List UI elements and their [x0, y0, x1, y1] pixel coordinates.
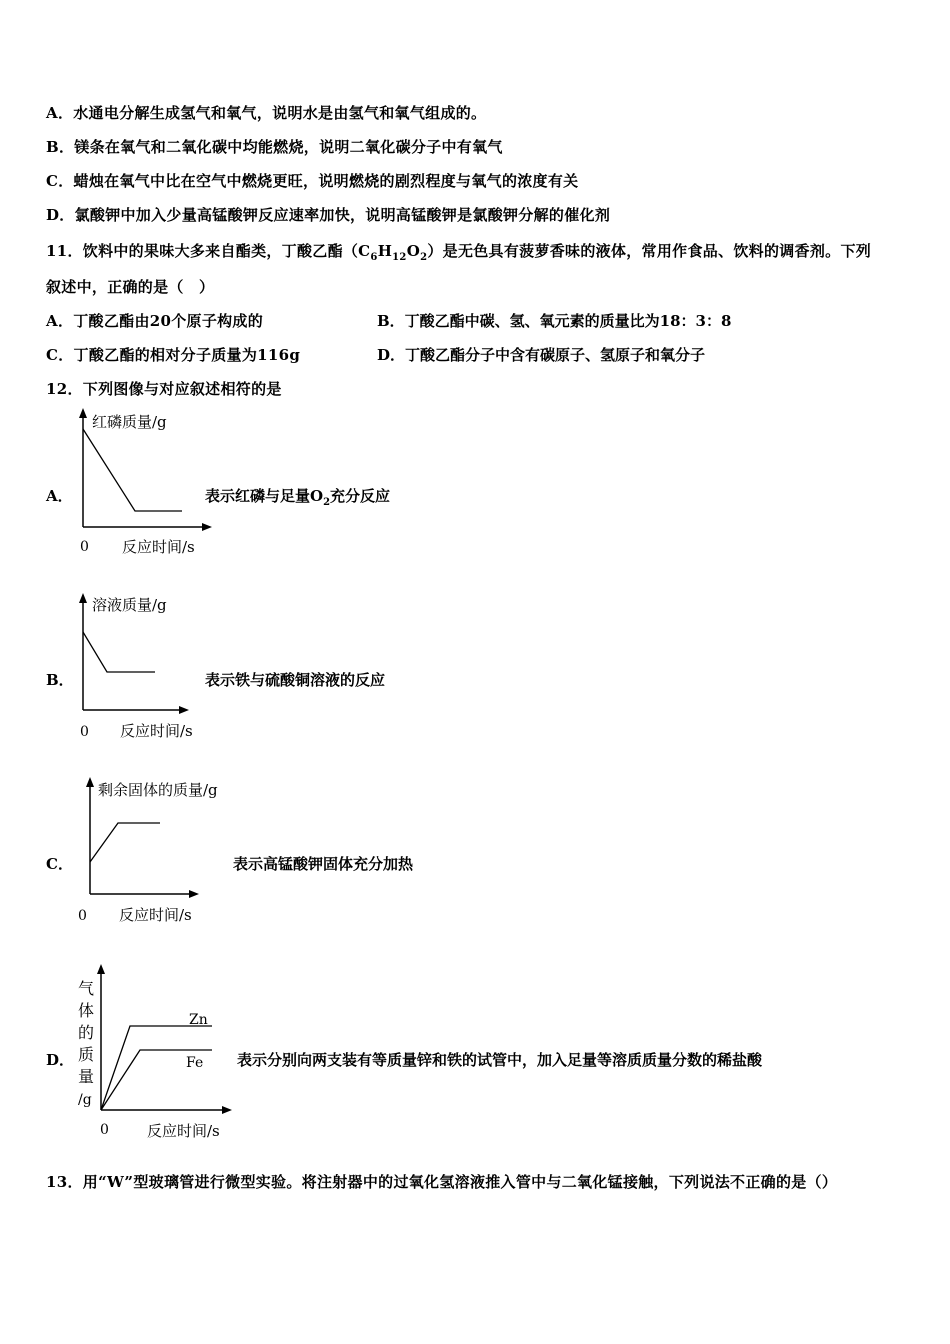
graph-b: [70, 590, 220, 745]
option-letter: D．: [46, 206, 75, 224]
q11-option-d: D．丁酸乙酯分子中含有碳原子、氢原子和氧分子: [377, 346, 706, 364]
desc-text: 充分反应: [330, 487, 391, 505]
y-label-char: /g: [78, 1092, 92, 1108]
y-axis-label: 溶液质量/g: [92, 596, 167, 614]
subscript: 2: [323, 497, 331, 508]
graph-b-letter: B．: [46, 671, 74, 689]
zn-label: Zn: [189, 1012, 208, 1028]
graph-c: [70, 774, 250, 929]
option-text: 氯酸钾中加入少量高锰酸钾反应速率加快，说明高锰酸钾是氯酸钾分解的催化剂: [74, 206, 611, 224]
y-label-char: 体: [78, 1001, 95, 1020]
origin-label: 0: [80, 724, 89, 740]
y-axis-arrow: [79, 593, 87, 603]
curve: [83, 632, 155, 672]
q12-stem: 12．下列图像与对应叙述相符的是: [46, 380, 282, 398]
q11-stem-line2: 叙述中，正确的是（ ）: [46, 278, 215, 296]
y-label-char: 气: [78, 979, 95, 998]
x-axis-arrow: [202, 523, 212, 531]
graph-d: [72, 960, 237, 1145]
y-axis-arrow: [86, 777, 94, 787]
graph-b-description: 表示铁与硫酸铜溶液的反应: [205, 671, 386, 689]
subscript: 12: [392, 252, 407, 263]
x-axis-label: 反应时间/s: [119, 906, 192, 924]
option-letter: A．: [46, 104, 74, 122]
x-axis-arrow: [222, 1106, 232, 1114]
graph-c-letter: C．: [46, 855, 73, 873]
curve: [83, 429, 182, 511]
graph-a-letter: A．: [46, 487, 73, 505]
subscript: 2: [420, 252, 428, 263]
option-letter: C．: [46, 172, 74, 190]
graph-c-description: 表示高锰酸钾固体充分加热: [233, 855, 414, 873]
q11-option-c: C．丁酸乙酯的相对分子质量为116g: [46, 346, 301, 364]
y-axis-arrow: [79, 408, 87, 418]
q11-option-a: A．丁酸乙酯由20个原子构成的: [46, 312, 264, 330]
y-axis-arrow: [97, 964, 105, 974]
q10-option-a: [46, 102, 486, 123]
y-label-char: 量: [78, 1067, 95, 1086]
x-axis-label: 反应时间/s: [122, 538, 195, 556]
subscript: 6: [370, 252, 378, 263]
q11-text: H: [377, 242, 393, 260]
q11-text: ）是无色具有菠萝香味的液体，常用作食品、饮料的调香剂。下列: [427, 242, 872, 260]
q11-stem-line1: [46, 240, 871, 263]
y-label-char: 质: [78, 1045, 95, 1064]
y-axis-label: 红磷质量/g: [92, 413, 167, 431]
origin-label: 0: [100, 1122, 109, 1138]
q10-option-b: [46, 136, 503, 157]
q11-text: 11．饮料中的果味大多来自酯类，丁酸乙酯（C: [46, 242, 371, 260]
y-label-char: 的: [78, 1023, 95, 1042]
x-axis-label: 反应时间/s: [147, 1122, 220, 1140]
q10-option-c: [46, 170, 578, 191]
origin-label: 0: [78, 908, 87, 924]
curve: [90, 823, 160, 862]
graph-d-description: 表示分别向两支装有等质量锌和铁的试管中，加入足量等溶质质量分数的稀盐酸: [237, 1051, 763, 1069]
desc-text: 表示红磷与足量O: [205, 487, 324, 505]
option-letter: B．: [46, 138, 75, 156]
q10-option-d: [46, 204, 610, 225]
y-axis-label: 剩余固体的质量/g: [98, 781, 218, 799]
q11-text: O: [406, 242, 421, 260]
option-text: 镁条在氧气和二氧化碳中均能燃烧，说明二氧化碳分子中有氧气: [74, 138, 503, 156]
fe-label: Fe: [186, 1055, 204, 1071]
q11-option-b: B．丁酸乙酯中碳、氢、氧元素的质量比为18：3：8: [377, 312, 732, 330]
graph-d-letter: D．: [46, 1051, 75, 1069]
graph-a-description: [205, 485, 390, 508]
q13-stem: 13．用“W”型玻璃管进行微型实验。将注射器中的过氧化氢溶液推入管中与二氧化锰接触，下列说法不正确的是（）: [46, 1173, 838, 1191]
x-axis-arrow: [179, 706, 189, 714]
option-text: 水通电分解生成氢气和氧气，说明水是由氢气和氧气组成的。: [73, 104, 487, 122]
x-axis-label: 反应时间/s: [120, 722, 193, 740]
origin-label: 0: [80, 539, 89, 555]
option-text: 蜡烛在氧气中比在空气中燃烧更旺，说明燃烧的剧烈程度与氧气的浓度有关: [73, 172, 579, 190]
x-axis-arrow: [189, 890, 199, 898]
graph-a: [70, 405, 220, 560]
